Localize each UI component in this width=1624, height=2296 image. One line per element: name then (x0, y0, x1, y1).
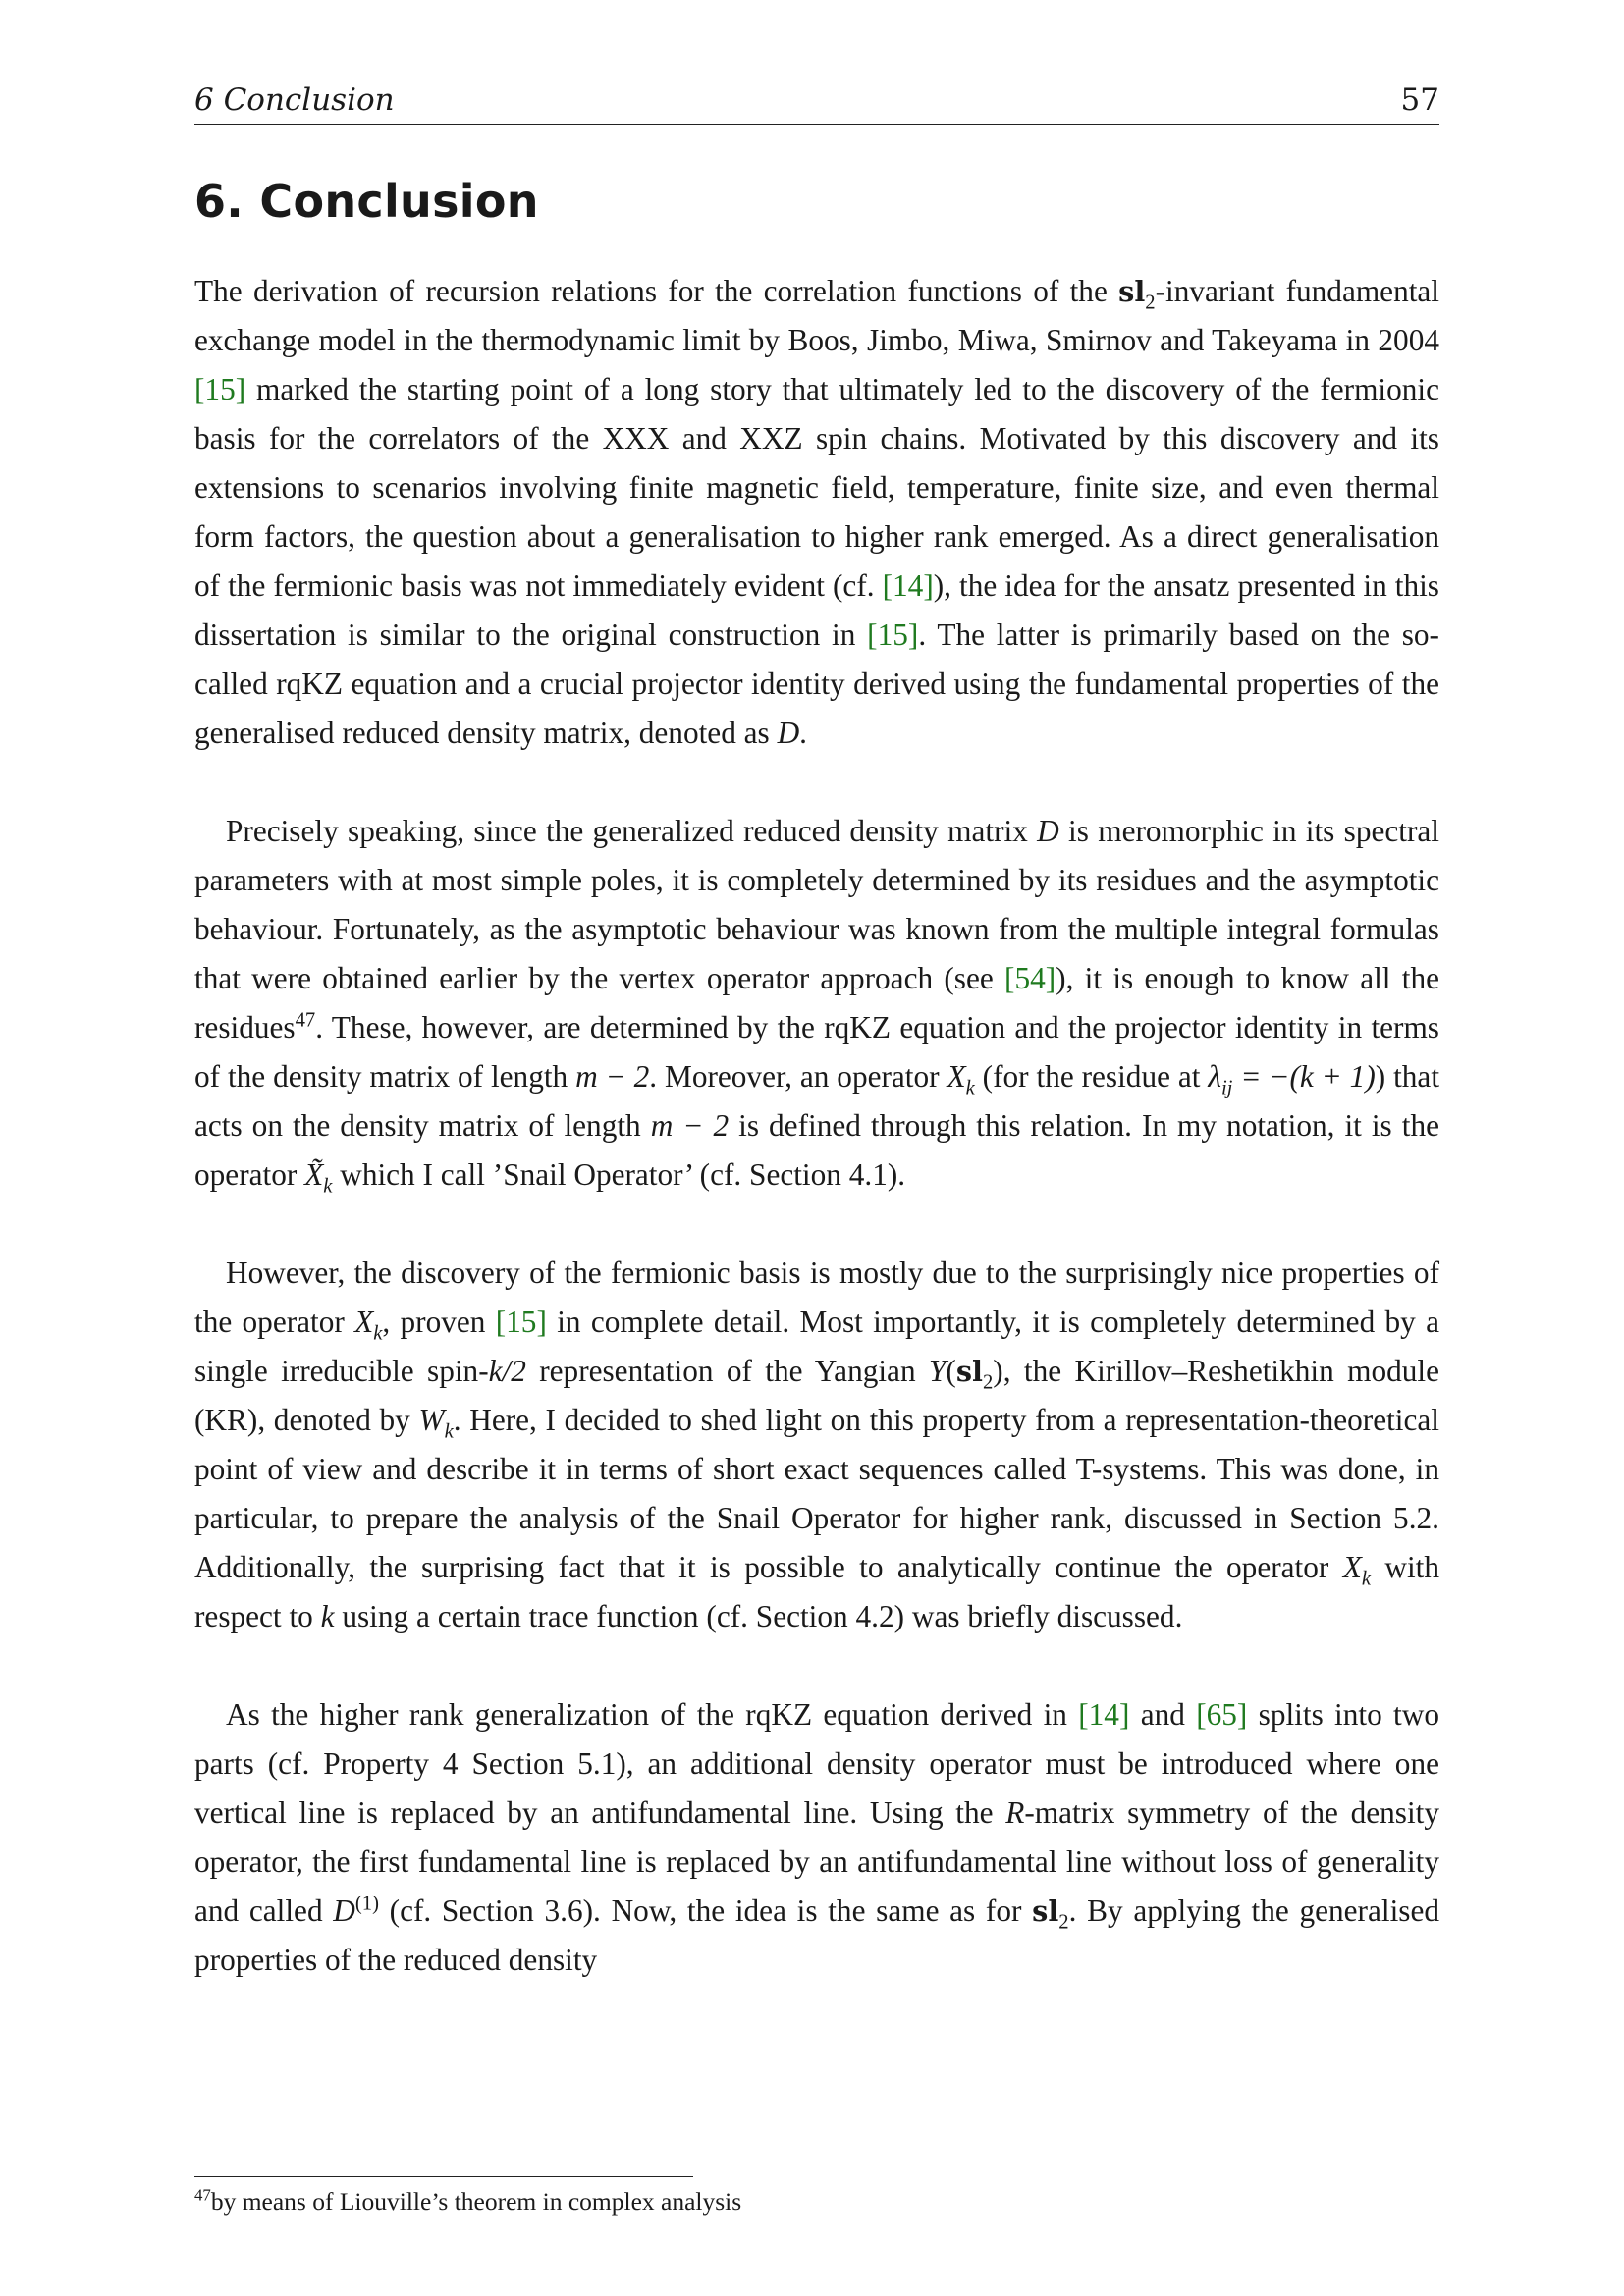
sl-symbol: sl (1118, 275, 1146, 308)
body-text (194, 267, 1439, 2034)
paragraph-3: However, the discovery of the fermionic basis is mostly due to the surprisingly nice properties of the operator $X_k$, proven [15] in complete detail. Most importantly, it is completely determined by a single irreducible spin-k/2 representation of the Yangian $Y(sl_2)$, the Kirillov–Reshetikhin module (KR), denoted by $W_k$. Here, I decided to shed light on this property from a representation-theoretical point of view and describe it in terms of short exact sequences called T-systems. This was done, in particular, to prepare the analysis of the Snail Operator for higher rank, discussed in Section 5.2. Additionally, the surprising fact that it is possible to analytically continue the operator $X_k$ with respect to k using a certain trace function (cf. Section 4.2) was briefly discussed. (194, 1255, 1440, 1633)
citation-link[interactable]: [15] (495, 1305, 547, 1339)
running-header (194, 82, 1439, 122)
paragraph-4: As the higher rank generalization of the rqKZ equation derived in [14] and [65] splits into two parts (cf. Property 4 Section 5.1), an additional density operator must be introduced where one vertical line is replaced by an antifundamental line. Using the R-matrix symmetry of the density operator, the first fundamental line is replaced by an antifundamental line without loss of generality and called $D^{(1)}$ (cf. Section 3.6). Now, the idea is the same as for $sl_2$. By applying the generalised properties of the reduced density (194, 1697, 1439, 1977)
footnote-text: by means of Liouville’s theorem in complex analysis (210, 2187, 742, 2216)
paragraph-2: Precisely speaking, since the generalized reduced density matrix D is meromorphic in its spectral parameters with at most simple poles, it is completely determined by its residues and the asymptotic behaviour. Fortunately, as the asymptotic behaviour was known from the multiple integral formulas that were obtained earlier by the vertex operator approach (see [54]), it is enough to know all the residues$^{47}$. These, however, are determined by the rqKZ equation and the projector identity in terms of the density matrix of length m − 2. Moreover, an operator $X_k$ (for the residue at $\lambda_{ij} = -(k + 1)$) that acts on the density matrix of length m − 2 is defined through this relation. In my notation, it is the operator $X̃_k$ which I call ’Snail Operator’ (cf. Section 4.1). (194, 814, 1440, 1198)
running-header-section: 6 Conclusion (194, 82, 395, 118)
citation-link[interactable]: [15] (194, 372, 246, 406)
paragraph-1: The derivation of recursion relations for the correlation functions of the $sl_2$-invariant fundamental exchange model in the thermodynamic limit by Boos, Jimbo, Miwa, Smirnov and Takeyama in 2004 [15] marked the starting point of a long story that ultimately led to the discovery of the fermionic basis for the correlators of the XXX and XXZ spin chains. Motivated by this discovery and its extensions to scenarios involving finite magnetic field, temperature, finite size, and even thermal form factors, the question about a generalisation to higher rank emerged. As a direct generalisation of the fermionic basis was not immediately evident (cf. [14]), the idea for the ansatz presented in this dissertation is similar to the original construction in [15]. The latter is primarily based on the so-called rqKZ equation and a crucial projector identity derived using the fundamental properties of the generalised reduced density matrix, denoted as D. (194, 274, 1440, 750)
citation-link[interactable]: [65] (1196, 1697, 1248, 1732)
citation-link[interactable]: [14] (1078, 1697, 1130, 1732)
header-rule (194, 124, 1439, 125)
footnote-mark[interactable]: 47 (295, 1009, 316, 1032)
sl-symbol: sl (955, 1355, 983, 1388)
citation-link[interactable]: [54] (1004, 961, 1056, 995)
page-number: 57 (1400, 82, 1439, 118)
footnote (194, 2185, 1439, 2218)
citation-link[interactable]: [15] (867, 617, 919, 652)
footnote-number: 47 (194, 2185, 211, 2205)
chapter-title: 6. Conclusion (194, 175, 539, 228)
sl-symbol: sl (1032, 1895, 1059, 1928)
footnote-rule (194, 2176, 693, 2177)
citation-link[interactable]: [14] (882, 568, 934, 603)
